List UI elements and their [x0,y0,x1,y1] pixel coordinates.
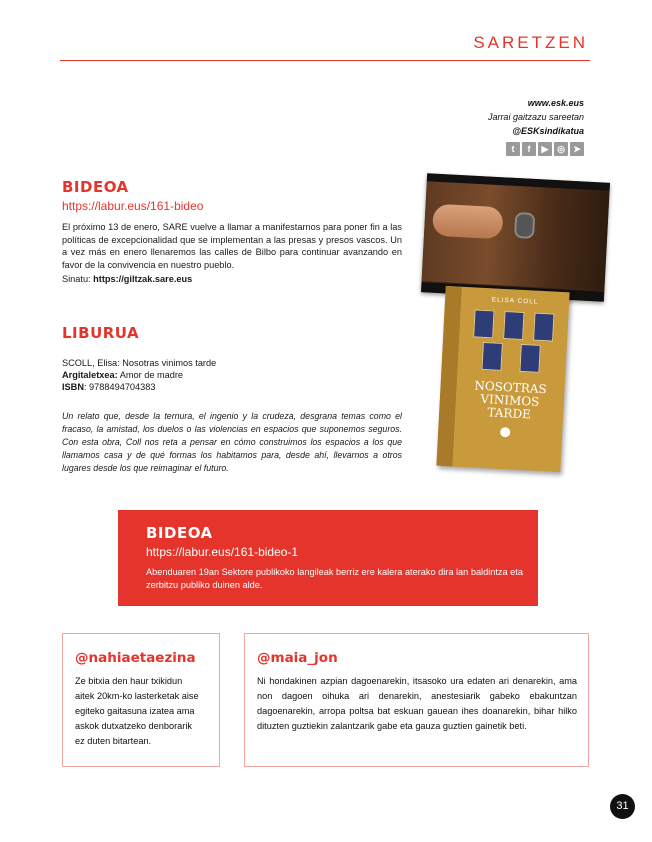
social-block [488,96,584,138]
book-info [62,357,216,393]
book-author-title: SCOLL, Elisa: Nosotras vinimos tarde [62,358,217,368]
book-isbn-line [62,381,216,393]
page-number: 31 [610,794,635,819]
cover-window [519,344,540,373]
social-icons [506,142,584,156]
video-link[interactable]: https://labur.eus/161-bideo [62,199,204,213]
publisher-name: Amor de madre [119,370,184,380]
hand-with-key-image [432,204,504,240]
cover-title [457,379,563,423]
sign-label: Sinatu: [62,274,91,284]
isbn-label: ISBN [62,382,84,392]
twitter-icon[interactable]: t [506,142,520,156]
youtube-icon[interactable]: ▶ [538,142,552,156]
publisher-label: Argitaletxea: [62,370,118,380]
keyhole-image [514,212,535,239]
cover-author: ELISA COLL [491,296,539,306]
tweet-handle[interactable]: @maia_jon [257,650,338,666]
book-description: Un relato que, desde la ternura, el ingenio y la crudeza, desgrana temas como el fracaso, la amistad, los duelos o las violencias en espacios que suponemos seguros. Con esta obra, Coll nos reta a pensar en cómo construimos los espacios a los que llamamos casa y de qué formas los habitamos para, desde ahí, llevarnos a otros lugares desde los que reimaginar el futuro. [62,411,402,473]
sign-line [62,274,192,284]
tweet-card [62,633,220,767]
book-publisher-line [62,369,216,381]
tweet-text: Ni hondakinen azpian dagoenarekin, itsasoko ura edaten ari denarekin, ama non dagoen oihuka ari denarekin, anestesiarik gabeko ebakuntzan dagoenarekin, arropa poltsa bat eskuan gauean ihes doanarekin, bihar hilko dituzten guztiekin zalantzarik gabe eta gauza guztien gainetik beti. [257,676,577,731]
social-handle[interactable]: @ESKsindikatua [512,126,584,136]
cover-title-line1: NOSOTRAS [474,378,548,397]
cover-window [481,342,502,371]
section-title: SARETZEN [473,33,588,52]
follow-text: Jarrai gaitzazu sareetan [487,112,584,122]
video-section-title: BIDEOA [62,178,129,196]
tweet-line: ez duten bitartean. [75,736,152,746]
cover-illustration [471,309,556,375]
tweet-handle[interactable]: @nahiaetaezina [75,650,196,666]
tweet-card [244,633,589,767]
video2-title: BIDEOA [146,524,213,542]
cover-window [473,309,494,338]
tweet-line: askok dutxatzeko denborarik [75,721,192,731]
website-link[interactable]: www.esk.eus [527,98,584,108]
isbn-value: : 9788494704383 [83,382,156,392]
telegram-icon[interactable]: ➤ [570,142,584,156]
sign-link[interactable]: https://giltzak.sare.eus [93,274,193,284]
tweet-text [75,674,199,749]
cover-title-line2: VINIMOS TARDE [480,391,540,422]
tweet-line: Ze bitxia den haur txikidun [75,676,183,686]
book-section-title: LIBURUA [62,324,140,342]
video2-link[interactable]: https://labur.eus/161-bideo-1 [146,545,299,559]
facebook-icon[interactable]: f [522,142,536,156]
video-description: El próximo 13 de enero, SARE vuelve a llamar a manifestarnos para poner fin a las políticas de excepcionalidad que se implementan a las presas y presos vascos. Un a vez más en enero llenaremos las calles de Bilbo para continuar avanzando en favor de la convivencia en nuestro pueblo. [62,222,402,270]
tweet-line: egiteko gaitasuna izatea ama [75,706,195,716]
header-divider [60,60,590,61]
video2-description: Abenduaren 19an Sektore publikoko langileak berriz ere kalera aterako dira lan baldintza eta zerbitzu publiko duinen alde. [146,567,523,590]
video-thumbnail[interactable] [421,173,610,301]
book-cover [436,286,569,472]
publisher-logo [500,427,511,438]
tweet-line: aitek 20km-ko lasterketak aise [75,691,199,701]
book-spine [436,286,461,467]
instagram-icon[interactable]: ◎ [554,142,568,156]
video2-box [118,510,538,606]
cover-window [533,313,554,342]
cover-window [503,311,524,340]
